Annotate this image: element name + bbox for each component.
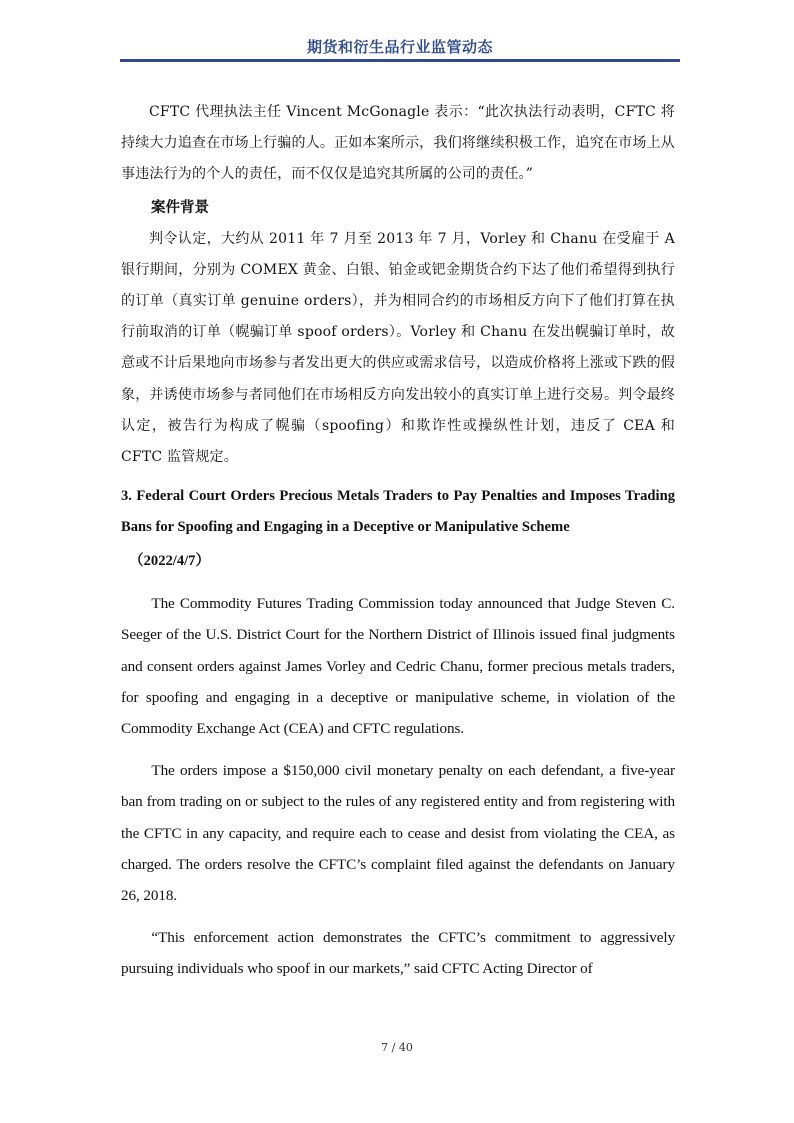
background-paragraph-cn: 判令认定，大约从 2011 年 7 月至 2013 年 7 月，Vorley 和 Chanu 在受雇于 A 银行期间，分别为 COMEX 黄金、白银、铂金或钯金期货合约下达了他们希望得到执行的订单（真实订单 genuine orders），并为相同合约的市场相反方向下了他们打算在执行前取消的订单（幌骗订单 spoof orders）。Vorley 和 Chanu 在发出幌骗订单时，故意或不计后果地向市场参与者发出更大的供应或需求信号，以造成价格将上涨或下跌的假象，并诱使市场参与者同他们在市场相反方向发出较小的真实订单上进行交易。判令最终认定，被告行为构成了幌骗（spoofing）和欺诈性或操纵性计划，违反了 CEA 和 CFTC 监管规定。	[121, 230, 675, 466]
paragraph-quote: “This enforcement action demonstrates the CFTC’s commitment to aggressively pursuing individuals who spoof in our markets,” said CFTC Acting Director of	[121, 929, 675, 978]
article-heading: 3. Federal Court Orders Precious Metals Traders to Pay Penalties and Imposes Trading Bans for Spoofing and Engaging in a Deceptive or Manipulative Scheme	[121, 488, 675, 536]
document-body	[121, 97, 675, 985]
quote-paragraph-cn: CFTC 代理执法主任 Vincent McGonagle 表示：“此次执法行动表明，CFTC 将持续大力追查在市场上行骗的人。正如本案所示，我们将继续积极工作，追究在市场上从事违法行为的个人的责任，而不仅仅是追究其所属的公司的责任。”	[121, 104, 675, 183]
article-date: （2022/4/7）	[129, 553, 211, 570]
paragraph-announcement: The Commodity Futures Trading Commission today announced that Judge Steven C. Seeger of the U.S. District Court for the Northern District of Illinois issued final judgments and consent orders against James Vorley and Cedric Chanu, former precious metals traders, for spoofing and engaging in a deceptive or manipulative scheme, in violation of the Commodity Exchange Act (CEA) and CFTC regulations.	[121, 595, 675, 738]
header-rule	[120, 59, 680, 62]
page-number: 7 / 40	[381, 1041, 413, 1054]
paragraph-orders: The orders impose a $150,000 civil monetary penalty on each defendant, a five-year ban from trading on or subject to the rules of any registered entity and from registering with the CFTC in any capacity, and require each to cease and desist from violating the CEA, as charged. The orders resolve the CFTC’s complaint filed against the defendants on January 26, 2018.	[121, 762, 675, 905]
running-header: 期货和衍生品行业监管动态	[306, 38, 493, 56]
section-heading: 案件背景	[151, 199, 209, 216]
